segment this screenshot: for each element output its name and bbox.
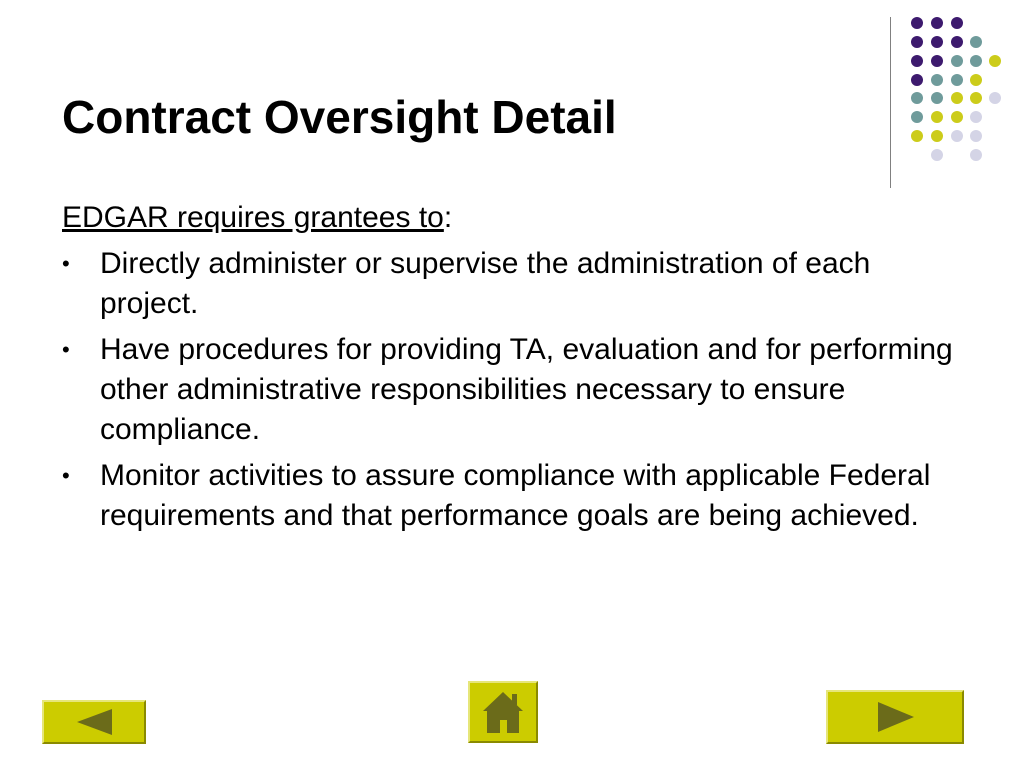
dot xyxy=(951,92,963,104)
bullet-marker: • xyxy=(62,251,70,276)
home-button[interactable] xyxy=(468,681,538,743)
title-divider-line xyxy=(890,17,891,188)
intro-colon: : xyxy=(443,201,453,234)
right-arrow-icon xyxy=(828,692,962,742)
bullet-marker: • xyxy=(62,463,70,488)
dot xyxy=(931,149,943,161)
dot xyxy=(931,55,943,67)
dot xyxy=(911,74,923,86)
dot xyxy=(911,92,923,104)
bullet-marker: • xyxy=(62,337,70,362)
dot xyxy=(931,74,943,86)
home-icon xyxy=(470,683,536,741)
dot xyxy=(970,149,982,161)
bullet-text: Have procedures for providing TA, evaluation and for performing other administrative responsibilities necessary to ensure compliance. xyxy=(100,333,953,446)
dot xyxy=(911,36,923,48)
dot xyxy=(970,36,982,48)
dot xyxy=(951,130,963,142)
list-item xyxy=(62,456,972,536)
dot xyxy=(970,74,982,86)
dot xyxy=(970,111,982,123)
dot xyxy=(911,55,923,67)
dot xyxy=(951,36,963,48)
dot xyxy=(951,74,963,86)
dot xyxy=(911,130,923,142)
list-item xyxy=(62,330,972,450)
previous-slide-button[interactable] xyxy=(42,700,146,744)
dot xyxy=(970,55,982,67)
intro-line xyxy=(62,198,972,238)
left-arrow-icon xyxy=(44,702,144,742)
dot xyxy=(931,111,943,123)
intro-underlined-text: EDGAR requires grantees to xyxy=(62,201,444,234)
dot xyxy=(951,55,963,67)
dot xyxy=(911,17,923,29)
dot xyxy=(931,36,943,48)
dot xyxy=(951,111,963,123)
dot xyxy=(931,130,943,142)
dot xyxy=(970,130,982,142)
bullet-list xyxy=(62,244,972,536)
slide-body xyxy=(62,198,972,542)
dot xyxy=(989,55,1001,67)
dot xyxy=(970,92,982,104)
dot xyxy=(931,92,943,104)
bullet-text: Monitor activities to assure compliance with applicable Federal requirements and that performance goals are being achieved. xyxy=(100,459,931,532)
next-slide-button[interactable] xyxy=(826,690,964,744)
list-item xyxy=(62,244,972,324)
dot xyxy=(951,17,963,29)
dot xyxy=(931,17,943,29)
dot xyxy=(911,111,923,123)
bullet-text: Directly administer or supervise the administration of each project. xyxy=(100,247,871,320)
dot xyxy=(989,92,1001,104)
slide-title: Contract Oversight Detail xyxy=(62,91,617,143)
